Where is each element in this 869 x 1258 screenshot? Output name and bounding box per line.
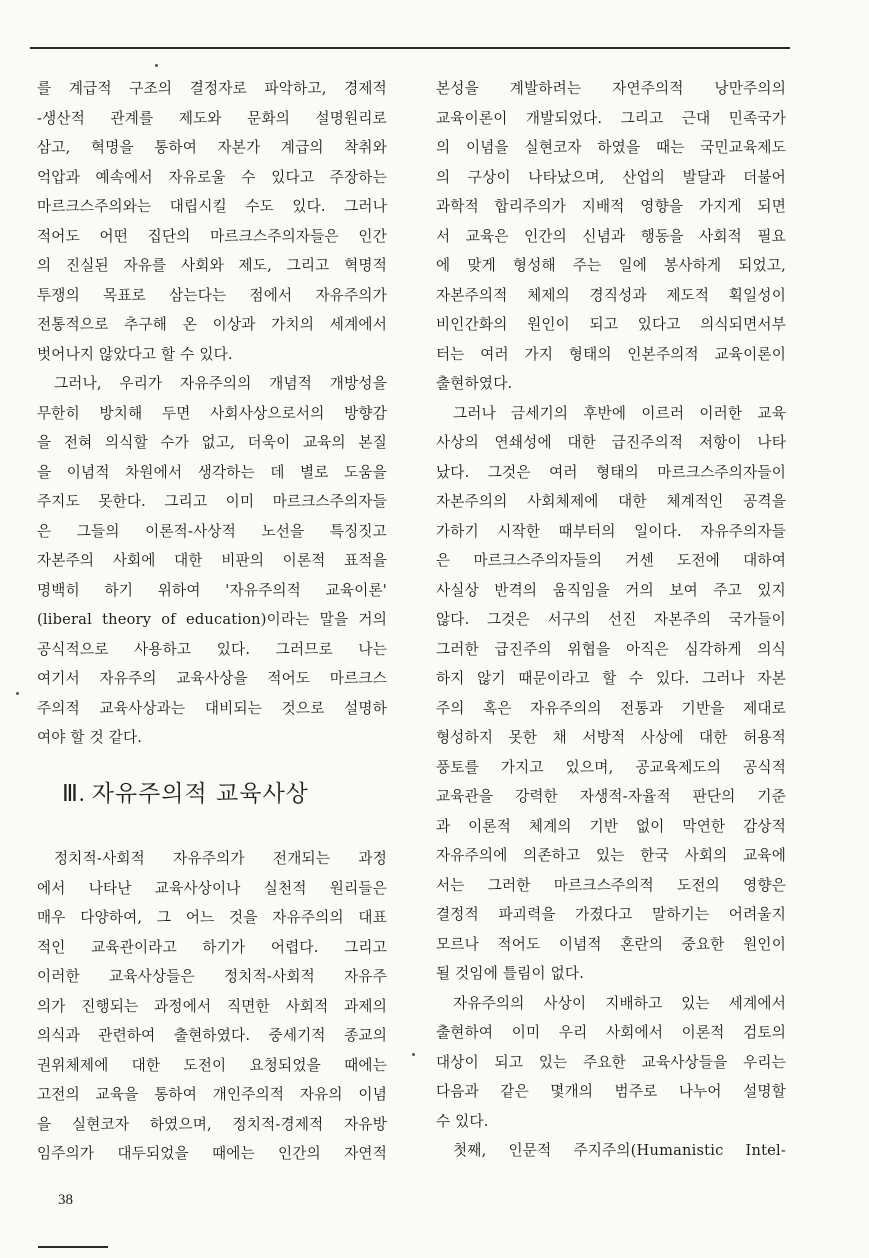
text-line: 결정적 파괴력을 가졌다고 말하기는 어려울지 [436,906,786,923]
text-line: 의가 진행되는 과정에서 직면한 사회적 과제의 [37,997,387,1015]
text-line: 수 있다. [436,1112,489,1130]
scan-speck [16,692,19,695]
scan-speck [412,1053,415,1056]
text-line: 명백히 하기 위하여 '자유주의적 교육이론' [37,581,387,599]
text-line: 형성하지 못한 채 서방적 사상에 대한 허용적 [436,729,786,746]
text-line: 출현하여 이미 우리 사회에서 이론적 검토의 [436,1024,786,1041]
text-line: 을 전혀 의식할 수가 없고, 더욱이 교육의 본질 [37,434,387,451]
text-line: 매우 다양하여, 그 어느 것을 자유주의의 대표 [37,909,387,926]
text-line: 가하기 시작한 때부터의 일이다. 자유주의자들 [436,522,786,540]
left-paragraph-2 [37,369,387,753]
text-line: 서 교육은 인간의 신념과 행동을 사회적 필요 [436,227,786,245]
text-line: 풍토를 가지고 있으며, 공교육제도의 공식적 [436,758,786,776]
text-line: 하지 않기 때문이라고 할 수 있다. 그러나 자본 [436,670,786,687]
page-number: 38 [58,1192,73,1208]
text-line: 마르크스주의와는 대립시킬 수도 있다. 그러나 [37,198,387,215]
text-line: 의식과 관련하여 출현하였다. 중세기적 종교의 [37,1027,387,1044]
text-line: 전통적으로 추구해 온 이상과 가치의 세계에서 [37,316,387,333]
text-line: 이러한 교육사상들은 정치적-사회적 자유주 [37,968,387,985]
text-line: 을 실현코자 하였으며, 정치적-경제적 자유방 [37,1115,387,1133]
text-line: 과학적 합리주의가 지배적 영향을 가지게 되면 [436,198,786,215]
text-line: 은 마르크스주의자들의 거센 도전에 대하여 [436,552,786,569]
text-line: 에 맞게 형성해 주는 일에 봉사하게 되었고, [436,257,786,274]
text-line: 모르나 적어도 이념적 혼란의 중요한 원인이 [436,935,786,953]
left-paragraph-3 [37,844,387,1169]
text-line: 고전의 교육을 통하여 개인주의적 자유의 이념 [37,1086,387,1103]
text-line: 서는 그러한 마르크스주의적 도전의 영향은 [436,876,786,894]
text-line: 교육관을 강력한 자생적-자율적 판단의 기준 [436,788,786,805]
text-line: 교육이론이 개발되었다. 그리고 근대 민족국가 [436,109,786,127]
text-line: 의 진실된 자유를 사회와 제도, 그리고 혁명적 [37,257,387,274]
text-line: 비인간화의 원인이 되고 있다고 의식되면서부 [436,316,786,333]
text-line: 그러나, 우리가 자유주의의 개념적 개방성을 [54,375,387,392]
text-line: 은 그들의 이론적-사상적 노선을 특징짓고 [37,522,387,540]
text-line: 본성을 계발하려는 자연주의적 낭만주의의 [436,80,786,97]
text-line: 권위체제에 대한 도전이 요청되었을 때에는 [37,1056,387,1074]
text-line: 그러한 급진주의 위협을 아직은 심각하게 의식 [436,640,786,658]
text-line: 자본주의의 사회체제에 대한 체계적인 공격을 [436,493,786,510]
text-line: 의 이념을 실현코자 하였을 때는 국민교육제도 [436,139,786,156]
text-line: 벗어나지 않았다고 할 수 있다. [37,345,233,363]
left-column-lower [37,844,387,1169]
text-line: 자본주의 사회에 대한 비판의 이론적 표적을 [37,552,387,569]
text-line: 과 이론적 체계의 기반 없이 막연한 감상적 [436,817,786,835]
text-line: 첫째, 인문적 주지주의(Humanistic Intel- [453,1142,786,1159]
text-line: 않다. 그것은 서구의 선진 자본주의 국가들이 [436,611,786,628]
text-line: 자유주의에 의존하고 있는 한국 사회의 교육에 [436,847,786,864]
text-line: 주의 혹은 자유주의의 전통과 기반을 제대로 [436,699,786,717]
text-line: 출현하였다. [436,375,513,392]
section-number: Ⅲ. [62,781,86,806]
section-heading [62,775,309,808]
text-line: 여기서 자유주의 교육사상을 적어도 마르크스 [37,670,387,687]
text-line: 대상이 되고 있는 주요한 교육사상들을 우리는 [436,1053,786,1071]
text-line: 났다. 그것은 여러 형태의 마르크스주의자들이 [436,463,786,481]
scan-speck [155,64,158,67]
left-paragraph-1 [37,74,387,369]
text-line: 될 것임에 틀림이 없다. [436,965,585,982]
text-line: 주의적 교육사상과는 대비되는 것으로 설명하 [37,699,387,717]
right-paragraph-4 [436,1136,786,1166]
text-line: 을 이념적 차원에서 생각하는 데 별로 도움을 [37,463,387,481]
right-paragraph-2 [436,399,786,989]
text-line: 임주의가 대두되었을 때에는 인간의 자연적 [37,1145,387,1162]
text-line: 사실상 반격의 움직임을 거의 보여 주고 있지 [436,581,786,599]
right-paragraph-3 [436,989,786,1137]
text-line: 억압과 예속에서 자유로울 수 있다고 주장하는 [37,168,387,186]
text-line: 에서 나타난 교육사상이나 실천적 원리들은 [37,879,387,897]
text-line: 자유주의의 사상이 지배하고 있는 세계에서 [453,994,786,1012]
text-line: 다음과 같은 몇개의 범주로 나누어 설명할 [436,1083,786,1100]
left-column-upper [37,74,387,753]
text-line: 터는 여러 가지 형태의 인본주의적 교육이론이 [436,345,786,363]
text-line: 주지도 못한다. 그리고 이미 마르크스주의자들 [37,493,387,510]
text-line: (liberal theory of education)이라는 말을 거의 [37,611,387,628]
right-column [436,74,786,1166]
text-line: 를 계급적 구조의 결정자로 파악하고, 경제적 [37,80,387,97]
text-line: 여야 할 것 같다. [37,729,143,746]
section-title: 자유주의적 교육사상 [91,781,309,807]
text-line: 그러나 금세기의 후반에 이르러 이러한 교육 [453,404,786,422]
text-line: 무한히 방치해 두면 사회사상으로서의 방향감 [37,404,387,422]
text-line: 적어도 어떤 집단의 마르크스주의자들은 인간 [37,227,387,245]
text-line: 자본주의적 체제의 경직성과 제도적 획일성이 [436,286,786,304]
bottom-rule [38,1246,108,1248]
right-paragraph-1 [436,74,786,399]
top-rule [30,47,790,49]
text-line: 공식적으로 사용하고 있다. 그러므로 나는 [37,640,387,658]
text-line: 의 구상이 나타났으며, 산업의 발달과 더불어 [436,168,786,186]
text-line: -생산적 관계를 제도와 문화의 설명원리로 [37,109,387,127]
text-line: 적인 교육관이라고 하기가 어렵다. 그리고 [37,938,387,956]
text-line: 사상의 연쇄성에 대한 급진주의적 저항이 나타 [436,434,786,451]
text-line: 삼고, 혁명을 통하여 자본가 계급의 착취와 [37,139,387,156]
text-line: 정치적-사회적 자유주의가 전개되는 과정 [54,850,387,867]
text-line: 투쟁의 목표로 삼는다는 점에서 자유주의가 [37,286,387,304]
